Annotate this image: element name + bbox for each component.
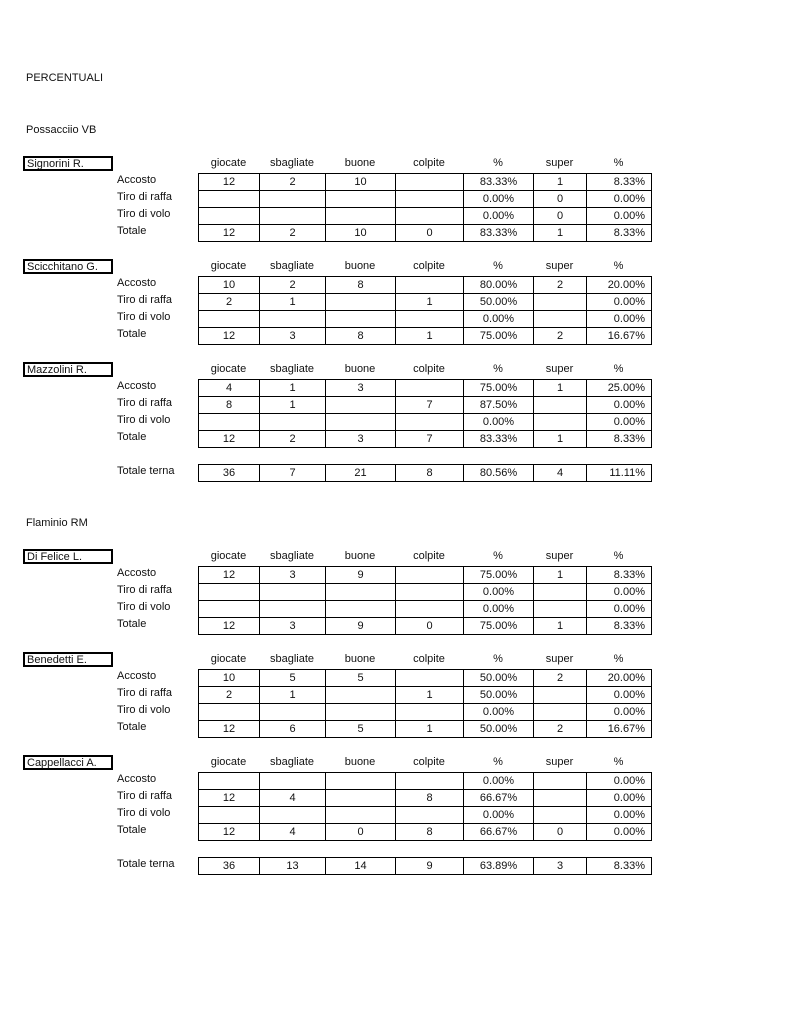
stat-cell: 8 [396, 790, 464, 807]
column-header: % [613, 550, 624, 562]
column-header: giocate [210, 653, 247, 665]
stat-cell: 3 [260, 567, 326, 584]
column-header: colpite [413, 363, 445, 375]
table-row [199, 618, 652, 635]
column-header: % [493, 363, 503, 375]
stat-cell: 87.50% [464, 397, 534, 414]
stat-cell [326, 208, 396, 225]
stat-cell: 12 [199, 567, 260, 584]
stat-cell: 16.67% [587, 328, 652, 345]
table-row [199, 807, 652, 824]
stat-cell [199, 311, 260, 328]
stat-cell: 16.67% [587, 721, 652, 738]
stat-cell [534, 790, 587, 807]
table-row [199, 790, 652, 807]
stat-cell [260, 807, 326, 824]
stat-cell: 0.00% [464, 414, 534, 431]
stat-cell [326, 294, 396, 311]
row-label: Totale [117, 618, 147, 630]
column-header: sbagliate [269, 157, 315, 169]
stat-cell: 3 [326, 431, 396, 448]
stat-cell: 0.00% [464, 584, 534, 601]
column-header: % [493, 756, 503, 768]
stat-cell: 12 [199, 721, 260, 738]
stat-cell: 0.00% [587, 773, 652, 790]
stats-table [198, 276, 652, 345]
stat-cell [326, 414, 396, 431]
row-label: Tiro di volo [117, 311, 171, 323]
table-row [199, 584, 652, 601]
table-row [199, 311, 652, 328]
stat-cell: 2 [260, 277, 326, 294]
stat-cell: 4 [199, 380, 260, 397]
player-name-box: Benedetti E. [23, 652, 113, 667]
stat-cell: 0.00% [587, 414, 652, 431]
stat-cell [396, 807, 464, 824]
stat-cell: 5 [326, 670, 396, 687]
terna-label: Totale terna [117, 858, 175, 870]
stat-cell [326, 773, 396, 790]
column-header: giocate [210, 157, 247, 169]
player-name-box: Cappellacci A. [23, 755, 113, 770]
column-header: sbagliate [269, 653, 315, 665]
stat-cell: 8 [396, 824, 464, 841]
stat-cell [396, 414, 464, 431]
column-header: % [613, 756, 624, 768]
row-label: Tiro di raffa [117, 687, 173, 699]
stat-cell: 0 [534, 208, 587, 225]
stat-cell: 10 [199, 277, 260, 294]
player-name-box: Scicchitano G. [23, 259, 113, 274]
stat-cell: 14 [326, 858, 396, 875]
table-row [199, 465, 652, 482]
stat-cell: 83.33% [464, 174, 534, 191]
column-header: super [545, 363, 574, 375]
stat-cell [199, 601, 260, 618]
stat-cell [326, 807, 396, 824]
column-header: % [493, 550, 503, 562]
column-header: colpite [413, 756, 445, 768]
stat-cell: 2 [260, 431, 326, 448]
stat-cell: 1 [396, 687, 464, 704]
stat-cell: 3 [260, 328, 326, 345]
stat-cell: 1 [534, 380, 587, 397]
row-label: Tiro di raffa [117, 191, 173, 203]
stat-cell: 75.00% [464, 567, 534, 584]
row-label: Tiro di raffa [117, 790, 173, 802]
stat-cell: 2 [260, 174, 326, 191]
stat-cell [199, 414, 260, 431]
stat-cell: 4 [260, 824, 326, 841]
stat-cell: 0.00% [587, 704, 652, 721]
row-label: Tiro di volo [117, 704, 171, 716]
row-label: Totale [117, 721, 147, 733]
stat-cell: 8.33% [587, 174, 652, 191]
row-label: Tiro di volo [117, 208, 171, 220]
stat-cell: 1 [260, 380, 326, 397]
column-header: buone [344, 756, 376, 768]
table-row [199, 208, 652, 225]
stat-cell [260, 414, 326, 431]
stat-cell: 3 [260, 618, 326, 635]
stat-cell: 4 [534, 465, 587, 482]
stats-table [198, 173, 652, 242]
stat-cell: 12 [199, 824, 260, 841]
stat-cell: 13 [260, 858, 326, 875]
stat-cell: 5 [260, 670, 326, 687]
stat-cell: 0.00% [464, 191, 534, 208]
stat-cell [326, 601, 396, 618]
stat-cell: 75.00% [464, 328, 534, 345]
stat-cell: 8.33% [587, 567, 652, 584]
stat-cell: 36 [199, 465, 260, 482]
stat-cell [260, 584, 326, 601]
stat-cell [396, 567, 464, 584]
stat-cell [396, 191, 464, 208]
stat-cell: 1 [260, 294, 326, 311]
stat-cell: 0.00% [587, 208, 652, 225]
stat-cell: 2 [199, 294, 260, 311]
table-row [199, 191, 652, 208]
stat-cell: 0 [326, 824, 396, 841]
stat-cell: 1 [396, 328, 464, 345]
table-row [199, 670, 652, 687]
column-header: buone [344, 157, 376, 169]
team-name: Flaminio RM [26, 517, 88, 529]
row-label: Totale [117, 225, 147, 237]
stat-cell: 75.00% [464, 380, 534, 397]
stat-cell: 1 [534, 618, 587, 635]
stat-cell: 0.00% [464, 773, 534, 790]
column-header: buone [344, 363, 376, 375]
row-label: Accosto [117, 567, 157, 579]
table-row [199, 294, 652, 311]
stats-table [198, 464, 652, 482]
column-header: super [545, 653, 574, 665]
stat-cell: 0.00% [587, 397, 652, 414]
stat-cell [534, 584, 587, 601]
table-row [199, 414, 652, 431]
stat-cell [396, 670, 464, 687]
stats-table [198, 379, 652, 448]
stat-cell [396, 380, 464, 397]
column-header: % [493, 260, 503, 272]
stats-table [198, 772, 652, 841]
column-header: giocate [210, 260, 247, 272]
row-label: Accosto [117, 670, 157, 682]
column-header: buone [344, 653, 376, 665]
stat-cell: 12 [199, 328, 260, 345]
stat-cell [260, 601, 326, 618]
stat-cell [260, 191, 326, 208]
stats-table [198, 566, 652, 635]
column-header: giocate [210, 550, 247, 562]
table-row [199, 328, 652, 345]
stat-cell [326, 584, 396, 601]
stat-cell: 7 [260, 465, 326, 482]
stat-cell: 3 [534, 858, 587, 875]
stat-cell [199, 704, 260, 721]
row-label: Totale [117, 431, 147, 443]
stat-cell: 12 [199, 225, 260, 242]
stat-cell [396, 208, 464, 225]
column-header: % [493, 653, 503, 665]
stat-cell [326, 191, 396, 208]
stat-cell: 0.00% [587, 824, 652, 841]
stat-cell: 20.00% [587, 670, 652, 687]
row-label: Totale [117, 328, 147, 340]
table-row [199, 225, 652, 242]
column-header: % [613, 363, 624, 375]
table-row [199, 397, 652, 414]
stat-cell [534, 687, 587, 704]
row-label: Totale [117, 824, 147, 836]
stat-cell: 2 [534, 670, 587, 687]
table-row [199, 431, 652, 448]
table-row [199, 277, 652, 294]
stat-cell: 8 [396, 465, 464, 482]
row-label: Accosto [117, 277, 157, 289]
stat-cell: 2 [260, 225, 326, 242]
stat-cell: 10 [199, 670, 260, 687]
stat-cell: 0.00% [587, 601, 652, 618]
stats-table [198, 669, 652, 738]
row-label: Tiro di raffa [117, 397, 173, 409]
column-header: % [493, 157, 503, 169]
stat-cell: 1 [534, 225, 587, 242]
row-label: Accosto [117, 773, 157, 785]
stat-cell: 0 [534, 824, 587, 841]
column-header: colpite [413, 653, 445, 665]
row-label: Tiro di volo [117, 414, 171, 426]
stat-cell: 80.00% [464, 277, 534, 294]
stat-cell: 1 [534, 174, 587, 191]
column-header: buone [344, 260, 376, 272]
table-row [199, 773, 652, 790]
stat-cell: 83.33% [464, 225, 534, 242]
table-row [199, 824, 652, 841]
column-header: giocate [210, 756, 247, 768]
row-label: Tiro di raffa [117, 294, 173, 306]
column-header: sbagliate [269, 363, 315, 375]
stat-cell: 0.00% [464, 704, 534, 721]
terna-label: Totale terna [117, 465, 175, 477]
row-label: Accosto [117, 174, 157, 186]
column-header: buone [344, 550, 376, 562]
stat-cell [199, 208, 260, 225]
column-header: colpite [413, 157, 445, 169]
stat-cell: 0.00% [587, 191, 652, 208]
stat-cell: 8.33% [587, 225, 652, 242]
stat-cell: 1 [260, 687, 326, 704]
stat-cell: 7 [396, 397, 464, 414]
stat-cell: 83.33% [464, 431, 534, 448]
stat-cell [534, 807, 587, 824]
stat-cell: 75.00% [464, 618, 534, 635]
stat-cell: 66.67% [464, 824, 534, 841]
stat-cell: 50.00% [464, 687, 534, 704]
stat-cell: 50.00% [464, 294, 534, 311]
stat-cell: 2 [534, 328, 587, 345]
stat-cell [326, 790, 396, 807]
stat-cell [396, 277, 464, 294]
stat-cell [260, 311, 326, 328]
column-header: % [613, 260, 624, 272]
stat-cell: 0.00% [587, 294, 652, 311]
stat-cell: 11.11% [587, 465, 652, 482]
column-header: sbagliate [269, 550, 315, 562]
stat-cell: 0.00% [587, 790, 652, 807]
stat-cell: 8.33% [587, 431, 652, 448]
stat-cell [396, 311, 464, 328]
stat-cell: 20.00% [587, 277, 652, 294]
stat-cell: 0.00% [464, 601, 534, 618]
stat-cell: 9 [396, 858, 464, 875]
stat-cell: 1 [396, 294, 464, 311]
column-header: colpite [413, 260, 445, 272]
stat-cell [326, 397, 396, 414]
stat-cell: 12 [199, 790, 260, 807]
row-label: Tiro di raffa [117, 584, 173, 596]
stat-cell [534, 414, 587, 431]
stat-cell: 2 [199, 687, 260, 704]
column-header: super [545, 260, 574, 272]
column-header: sbagliate [269, 756, 315, 768]
column-header: super [545, 550, 574, 562]
stat-cell: 6 [260, 721, 326, 738]
stat-cell: 12 [199, 618, 260, 635]
table-row [199, 567, 652, 584]
stat-cell: 10 [326, 174, 396, 191]
stat-cell [396, 773, 464, 790]
stat-cell [326, 687, 396, 704]
table-row [199, 601, 652, 618]
row-label: Accosto [117, 380, 157, 392]
stat-cell: 10 [326, 225, 396, 242]
stat-cell [534, 704, 587, 721]
stat-cell: 0 [534, 191, 587, 208]
stat-cell [396, 704, 464, 721]
stat-cell [396, 584, 464, 601]
stat-cell: 66.67% [464, 790, 534, 807]
stat-cell: 3 [326, 380, 396, 397]
stat-cell: 7 [396, 431, 464, 448]
stat-cell: 12 [199, 174, 260, 191]
stat-cell: 0 [396, 225, 464, 242]
stats-table [198, 857, 652, 875]
table-row [199, 704, 652, 721]
stat-cell [260, 704, 326, 721]
column-header: sbagliate [269, 260, 315, 272]
player-name-box: Di Felice L. [23, 549, 113, 564]
stat-cell: 0.00% [464, 807, 534, 824]
stat-cell [396, 174, 464, 191]
column-header: super [545, 157, 574, 169]
stat-cell [534, 773, 587, 790]
stat-cell [534, 397, 587, 414]
stat-cell: 2 [534, 721, 587, 738]
stat-cell: 0.00% [587, 311, 652, 328]
stat-cell: 0.00% [587, 584, 652, 601]
stat-cell: 36 [199, 858, 260, 875]
table-row [199, 721, 652, 738]
column-header: % [613, 157, 624, 169]
stat-cell: 21 [326, 465, 396, 482]
stat-cell: 8 [326, 328, 396, 345]
table-row [199, 380, 652, 397]
stat-cell [396, 601, 464, 618]
stat-cell: 4 [260, 790, 326, 807]
stat-cell: 1 [260, 397, 326, 414]
stat-cell [199, 191, 260, 208]
stat-cell: 12 [199, 431, 260, 448]
team-name: Possacciio VB [26, 124, 97, 136]
stat-cell: 0.00% [464, 208, 534, 225]
stat-cell: 9 [326, 567, 396, 584]
stat-cell [260, 773, 326, 790]
stat-cell [260, 208, 326, 225]
stat-cell: 2 [534, 277, 587, 294]
stat-cell: 63.89% [464, 858, 534, 875]
stat-cell [199, 773, 260, 790]
column-header: % [613, 653, 624, 665]
stat-cell: 1 [534, 567, 587, 584]
stat-cell: 0 [396, 618, 464, 635]
stat-cell [326, 704, 396, 721]
stat-cell [199, 807, 260, 824]
column-header: giocate [210, 363, 247, 375]
page-title: PERCENTUALI [26, 72, 104, 84]
stat-cell: 8.33% [587, 858, 652, 875]
stat-cell: 80.56% [464, 465, 534, 482]
stat-cell: 0.00% [464, 311, 534, 328]
stat-cell: 1 [534, 431, 587, 448]
row-label: Tiro di volo [117, 807, 171, 819]
column-header: colpite [413, 550, 445, 562]
stat-cell: 50.00% [464, 670, 534, 687]
player-name-box: Signorini R. [23, 156, 113, 171]
table-row [199, 858, 652, 875]
stat-cell [534, 311, 587, 328]
stat-cell [326, 311, 396, 328]
row-label: Tiro di volo [117, 601, 171, 613]
stat-cell: 8 [199, 397, 260, 414]
stat-cell [199, 584, 260, 601]
stat-cell [534, 294, 587, 311]
stat-cell: 9 [326, 618, 396, 635]
stat-cell: 25.00% [587, 380, 652, 397]
stat-cell: 1 [396, 721, 464, 738]
stat-cell [534, 601, 587, 618]
stat-cell: 50.00% [464, 721, 534, 738]
stat-cell: 8.33% [587, 618, 652, 635]
stat-cell: 0.00% [587, 807, 652, 824]
player-name-box: Mazzolini R. [23, 362, 113, 377]
stat-cell: 5 [326, 721, 396, 738]
stat-cell: 8 [326, 277, 396, 294]
stat-cell: 0.00% [587, 687, 652, 704]
column-header: super [545, 756, 574, 768]
table-row [199, 687, 652, 704]
table-row [199, 174, 652, 191]
